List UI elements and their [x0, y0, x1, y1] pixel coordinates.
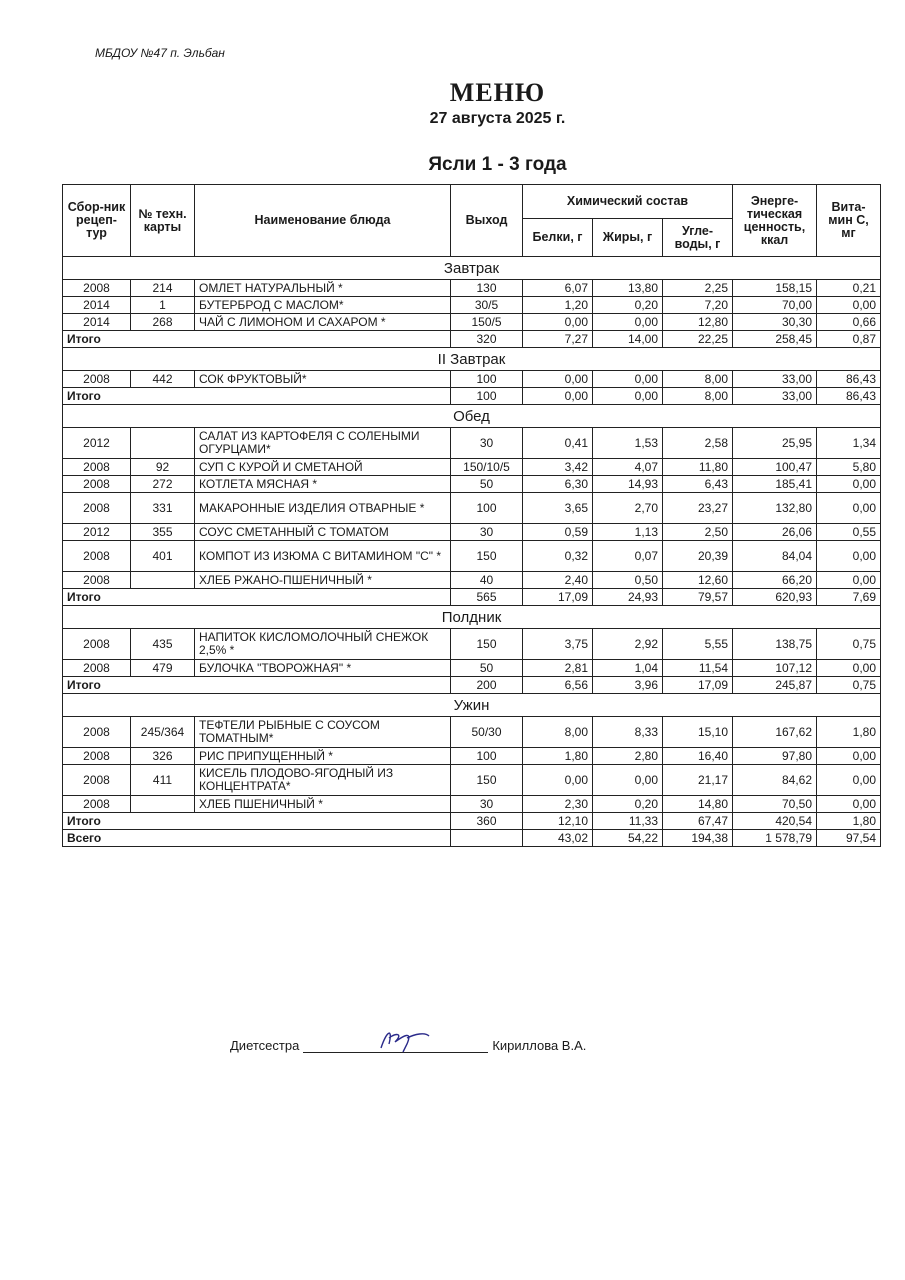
total-vitc: 7,69 — [817, 589, 881, 606]
col-energy: Энерге-тическая ценность, ккал — [733, 185, 817, 257]
cell-carbs: 7,20 — [663, 297, 733, 314]
cell-card: 355 — [131, 524, 195, 541]
total-row — [63, 589, 881, 606]
total-carbs: 8,00 — [663, 388, 733, 405]
cell-collection: 2008 — [63, 572, 131, 589]
grand-total-fat: 54,22 — [593, 830, 663, 847]
cell-energy: 84,62 — [733, 765, 817, 796]
cell-card: 268 — [131, 314, 195, 331]
cell-dish: МАКАРОННЫЕ ИЗДЕЛИЯ ОТВАРНЫЕ * — [195, 493, 451, 524]
cell-energy: 26,06 — [733, 524, 817, 541]
cell-energy: 158,15 — [733, 280, 817, 297]
cell-energy: 138,75 — [733, 629, 817, 660]
cell-yield: 130 — [451, 280, 523, 297]
handwritten-signature — [373, 1024, 433, 1054]
total-vitc: 1,80 — [817, 813, 881, 830]
cell-fat: 0,00 — [593, 765, 663, 796]
total-energy: 258,45 — [733, 331, 817, 348]
section-header — [63, 405, 881, 428]
menu-date: 27 августа 2025 г. — [429, 110, 566, 127]
cell-yield: 30/5 — [451, 297, 523, 314]
cell-fat: 4,07 — [593, 459, 663, 476]
cell-card: 411 — [131, 765, 195, 796]
total-yield: 200 — [451, 677, 523, 694]
cell-yield: 100 — [451, 748, 523, 765]
cell-fat: 2,80 — [593, 748, 663, 765]
total-vitc: 0,87 — [817, 331, 881, 348]
cell-collection: 2008 — [63, 371, 131, 388]
cell-yield: 100 — [451, 493, 523, 524]
table-row — [63, 796, 881, 813]
cell-collection: 2014 — [63, 297, 131, 314]
cell-dish: СОУС СМЕТАННЫЙ С ТОМАТОМ — [195, 524, 451, 541]
cell-card — [131, 796, 195, 813]
cell-card: 331 — [131, 493, 195, 524]
cell-vitc: 1,80 — [817, 717, 881, 748]
total-row — [63, 813, 881, 830]
cell-yield: 100 — [451, 371, 523, 388]
cell-carbs: 20,39 — [663, 541, 733, 572]
cell-dish: САЛАТ ИЗ КАРТОФЕЛЯ С СОЛЕНЫМИ ОГУРЦАМИ* — [195, 428, 451, 459]
table-row — [63, 629, 881, 660]
cell-dish: КОМПОТ ИЗ ИЗЮМА С ВИТАМИНОМ "С" * — [195, 541, 451, 572]
organization-name: МБДОУ №47 п. Эльбан — [95, 46, 225, 60]
total-fat: 0,00 — [593, 388, 663, 405]
cell-energy: 25,95 — [733, 428, 817, 459]
cell-protein: 3,65 — [523, 493, 593, 524]
cell-carbs: 16,40 — [663, 748, 733, 765]
cell-protein: 2,40 — [523, 572, 593, 589]
cell-yield: 30 — [451, 796, 523, 813]
section-title: Полдник — [63, 606, 881, 629]
section-title: II Завтрак — [63, 348, 881, 371]
section-title: Ужин — [63, 694, 881, 717]
cell-carbs: 2,25 — [663, 280, 733, 297]
cell-fat: 0,00 — [593, 314, 663, 331]
cell-energy: 66,20 — [733, 572, 817, 589]
total-label: Итого — [63, 388, 451, 405]
section-title: Обед — [63, 405, 881, 428]
cell-vitc: 1,34 — [817, 428, 881, 459]
col-collection: Сбор-ник рецеп-тур — [63, 185, 131, 257]
cell-vitc: 5,80 — [817, 459, 881, 476]
cell-collection: 2008 — [63, 493, 131, 524]
cell-carbs: 6,43 — [663, 476, 733, 493]
menu-table — [62, 184, 881, 847]
cell-vitc: 0,55 — [817, 524, 881, 541]
cell-energy: 132,80 — [733, 493, 817, 524]
total-label: Итого — [63, 813, 451, 830]
cell-dish: ТЕФТЕЛИ РЫБНЫЕ С СОУСОМ ТОМАТНЫМ* — [195, 717, 451, 748]
signature-block — [230, 1036, 586, 1053]
table-row — [63, 717, 881, 748]
table-row — [63, 314, 881, 331]
cell-card: 401 — [131, 541, 195, 572]
cell-fat: 13,80 — [593, 280, 663, 297]
total-energy: 420,54 — [733, 813, 817, 830]
cell-card: 442 — [131, 371, 195, 388]
cell-vitc: 86,43 — [817, 371, 881, 388]
cell-dish: СОК ФРУКТОВЫЙ* — [195, 371, 451, 388]
grand-total-vitc: 97,54 — [817, 830, 881, 847]
cell-fat: 2,92 — [593, 629, 663, 660]
section-title: Завтрак — [63, 257, 881, 280]
cell-yield: 150/10/5 — [451, 459, 523, 476]
table-row — [63, 524, 881, 541]
cell-collection: 2012 — [63, 428, 131, 459]
total-carbs: 67,47 — [663, 813, 733, 830]
cell-card: 214 — [131, 280, 195, 297]
cell-collection: 2012 — [63, 524, 131, 541]
cell-protein: 6,30 — [523, 476, 593, 493]
cell-energy: 107,12 — [733, 660, 817, 677]
cell-collection: 2008 — [63, 541, 131, 572]
cell-energy: 84,04 — [733, 541, 817, 572]
cell-carbs: 23,27 — [663, 493, 733, 524]
cell-card: 435 — [131, 629, 195, 660]
total-vitc: 86,43 — [817, 388, 881, 405]
cell-collection: 2014 — [63, 314, 131, 331]
cell-card: 326 — [131, 748, 195, 765]
total-yield: 565 — [451, 589, 523, 606]
cell-dish: ХЛЕБ РЖАНО-ПШЕНИЧНЫЙ * — [195, 572, 451, 589]
cell-energy: 185,41 — [733, 476, 817, 493]
total-label: Итого — [63, 589, 451, 606]
cell-protein: 3,42 — [523, 459, 593, 476]
cell-collection: 2008 — [63, 748, 131, 765]
cell-yield: 40 — [451, 572, 523, 589]
cell-carbs: 11,54 — [663, 660, 733, 677]
table-row — [63, 297, 881, 314]
age-group: Ясли 1 - 3 года — [428, 154, 567, 175]
cell-yield: 150 — [451, 541, 523, 572]
table-row — [63, 476, 881, 493]
cell-vitc: 0,00 — [817, 765, 881, 796]
table-row — [63, 371, 881, 388]
cell-energy: 33,00 — [733, 371, 817, 388]
total-protein: 7,27 — [523, 331, 593, 348]
total-fat: 24,93 — [593, 589, 663, 606]
cell-protein: 0,00 — [523, 314, 593, 331]
cell-carbs: 2,50 — [663, 524, 733, 541]
cell-fat: 0,20 — [593, 796, 663, 813]
cell-dish: ЧАЙ С ЛИМОНОМ И САХАРОМ * — [195, 314, 451, 331]
total-label: Итого — [63, 331, 451, 348]
table-row — [63, 428, 881, 459]
total-label: Итого — [63, 677, 451, 694]
cell-fat: 8,33 — [593, 717, 663, 748]
cell-protein: 0,41 — [523, 428, 593, 459]
grand-total-row — [63, 830, 881, 847]
signature-name: Кириллова В.А. — [492, 1038, 587, 1053]
total-protein: 6,56 — [523, 677, 593, 694]
cell-protein: 1,80 — [523, 748, 593, 765]
cell-energy: 100,47 — [733, 459, 817, 476]
total-energy: 620,93 — [733, 589, 817, 606]
cell-collection: 2008 — [63, 280, 131, 297]
page-title: МЕНЮ — [449, 78, 546, 107]
grand-total-label: Всего — [63, 830, 451, 847]
cell-dish: КОТЛЕТА МЯСНАЯ * — [195, 476, 451, 493]
total-yield: 320 — [451, 331, 523, 348]
cell-card: 245/364 — [131, 717, 195, 748]
cell-collection: 2008 — [63, 765, 131, 796]
grand-total-yield — [451, 830, 523, 847]
section-header — [63, 694, 881, 717]
col-card: № техн. карты — [131, 185, 195, 257]
cell-vitc: 0,66 — [817, 314, 881, 331]
col-carbs: Угле-воды, г — [663, 219, 733, 257]
cell-dish: ОМЛЕТ НАТУРАЛЬНЫЙ * — [195, 280, 451, 297]
col-vitc: Вита-мин С, мг — [817, 185, 881, 257]
cell-carbs: 8,00 — [663, 371, 733, 388]
cell-collection: 2008 — [63, 629, 131, 660]
cell-card: 1 — [131, 297, 195, 314]
total-row — [63, 677, 881, 694]
total-vitc: 0,75 — [817, 677, 881, 694]
total-fat: 3,96 — [593, 677, 663, 694]
col-protein: Белки, г — [523, 219, 593, 257]
table-row — [63, 280, 881, 297]
total-fat: 14,00 — [593, 331, 663, 348]
table-row — [63, 459, 881, 476]
cell-carbs: 11,80 — [663, 459, 733, 476]
cell-yield: 150 — [451, 765, 523, 796]
cell-collection: 2008 — [63, 476, 131, 493]
total-carbs: 79,57 — [663, 589, 733, 606]
cell-card: 272 — [131, 476, 195, 493]
grand-total-carbs: 194,38 — [663, 830, 733, 847]
cell-vitc: 0,00 — [817, 541, 881, 572]
cell-fat: 2,70 — [593, 493, 663, 524]
cell-dish: ХЛЕБ ПШЕНИЧНЫЙ * — [195, 796, 451, 813]
cell-energy: 70,50 — [733, 796, 817, 813]
cell-protein: 8,00 — [523, 717, 593, 748]
section-header — [63, 257, 881, 280]
total-row — [63, 388, 881, 405]
cell-energy: 167,62 — [733, 717, 817, 748]
total-fat: 11,33 — [593, 813, 663, 830]
cell-dish: БУТЕРБРОД С МАСЛОМ* — [195, 297, 451, 314]
cell-dish: НАПИТОК КИСЛОМОЛОЧНЫЙ СНЕЖОК 2,5% * — [195, 629, 451, 660]
cell-yield: 50 — [451, 660, 523, 677]
cell-fat: 0,50 — [593, 572, 663, 589]
cell-fat: 1,04 — [593, 660, 663, 677]
cell-card — [131, 428, 195, 459]
grand-total-protein: 43,02 — [523, 830, 593, 847]
cell-energy: 30,30 — [733, 314, 817, 331]
table-row — [63, 748, 881, 765]
cell-fat: 1,53 — [593, 428, 663, 459]
total-carbs: 22,25 — [663, 331, 733, 348]
cell-carbs: 14,80 — [663, 796, 733, 813]
cell-vitc: 0,75 — [817, 629, 881, 660]
cell-card: 479 — [131, 660, 195, 677]
total-energy: 33,00 — [733, 388, 817, 405]
total-protein: 12,10 — [523, 813, 593, 830]
col-chem: Химический состав — [523, 185, 733, 219]
cell-dish: КИСЕЛЬ ПЛОДОВО-ЯГОДНЫЙ ИЗ КОНЦЕНТРАТА* — [195, 765, 451, 796]
cell-fat: 14,93 — [593, 476, 663, 493]
cell-yield: 150 — [451, 629, 523, 660]
cell-protein: 0,00 — [523, 371, 593, 388]
cell-carbs: 12,80 — [663, 314, 733, 331]
col-fat: Жиры, г — [593, 219, 663, 257]
cell-collection: 2008 — [63, 796, 131, 813]
cell-protein: 2,81 — [523, 660, 593, 677]
cell-yield: 50 — [451, 476, 523, 493]
cell-carbs: 15,10 — [663, 717, 733, 748]
total-energy: 245,87 — [733, 677, 817, 694]
cell-carbs: 5,55 — [663, 629, 733, 660]
cell-dish: БУЛОЧКА "ТВОРОЖНАЯ" * — [195, 660, 451, 677]
cell-yield: 50/30 — [451, 717, 523, 748]
cell-protein: 3,75 — [523, 629, 593, 660]
total-yield: 100 — [451, 388, 523, 405]
cell-vitc: 0,00 — [817, 476, 881, 493]
table-row — [63, 541, 881, 572]
cell-yield: 150/5 — [451, 314, 523, 331]
cell-collection: 2008 — [63, 459, 131, 476]
cell-vitc: 0,00 — [817, 796, 881, 813]
menu-body — [63, 257, 881, 847]
cell-dish: СУП С КУРОЙ И СМЕТАНОЙ — [195, 459, 451, 476]
section-header — [63, 348, 881, 371]
cell-fat: 0,00 — [593, 371, 663, 388]
cell-dish: РИС ПРИПУЩЕННЫЙ * — [195, 748, 451, 765]
cell-carbs: 12,60 — [663, 572, 733, 589]
table-row — [63, 765, 881, 796]
cell-protein: 6,07 — [523, 280, 593, 297]
cell-protein: 1,20 — [523, 297, 593, 314]
total-yield: 360 — [451, 813, 523, 830]
signature-role: Диетсестра — [230, 1038, 300, 1053]
cell-collection: 2008 — [63, 717, 131, 748]
total-row — [63, 331, 881, 348]
cell-vitc: 0,00 — [817, 748, 881, 765]
cell-protein: 0,00 — [523, 765, 593, 796]
table-row — [63, 660, 881, 677]
cell-vitc: 0,00 — [817, 493, 881, 524]
cell-protein: 0,59 — [523, 524, 593, 541]
cell-card: 92 — [131, 459, 195, 476]
cell-carbs: 21,17 — [663, 765, 733, 796]
cell-vitc: 0,21 — [817, 280, 881, 297]
cell-fat: 0,20 — [593, 297, 663, 314]
grand-total-energy: 1 578,79 — [733, 830, 817, 847]
cell-card — [131, 572, 195, 589]
col-yield: Выход — [451, 185, 523, 257]
cell-carbs: 2,58 — [663, 428, 733, 459]
cell-energy: 70,00 — [733, 297, 817, 314]
cell-protein: 0,32 — [523, 541, 593, 572]
total-protein: 17,09 — [523, 589, 593, 606]
cell-fat: 0,07 — [593, 541, 663, 572]
cell-vitc: 0,00 — [817, 660, 881, 677]
col-dish: Наименование блюда — [195, 185, 451, 257]
signature-line — [303, 1036, 488, 1053]
table-row — [63, 572, 881, 589]
table-row — [63, 493, 881, 524]
total-carbs: 17,09 — [663, 677, 733, 694]
cell-vitc: 0,00 — [817, 297, 881, 314]
cell-collection: 2008 — [63, 660, 131, 677]
total-protein: 0,00 — [523, 388, 593, 405]
cell-energy: 97,80 — [733, 748, 817, 765]
section-header — [63, 606, 881, 629]
cell-protein: 2,30 — [523, 796, 593, 813]
cell-yield: 30 — [451, 428, 523, 459]
cell-yield: 30 — [451, 524, 523, 541]
cell-vitc: 0,00 — [817, 572, 881, 589]
cell-fat: 1,13 — [593, 524, 663, 541]
